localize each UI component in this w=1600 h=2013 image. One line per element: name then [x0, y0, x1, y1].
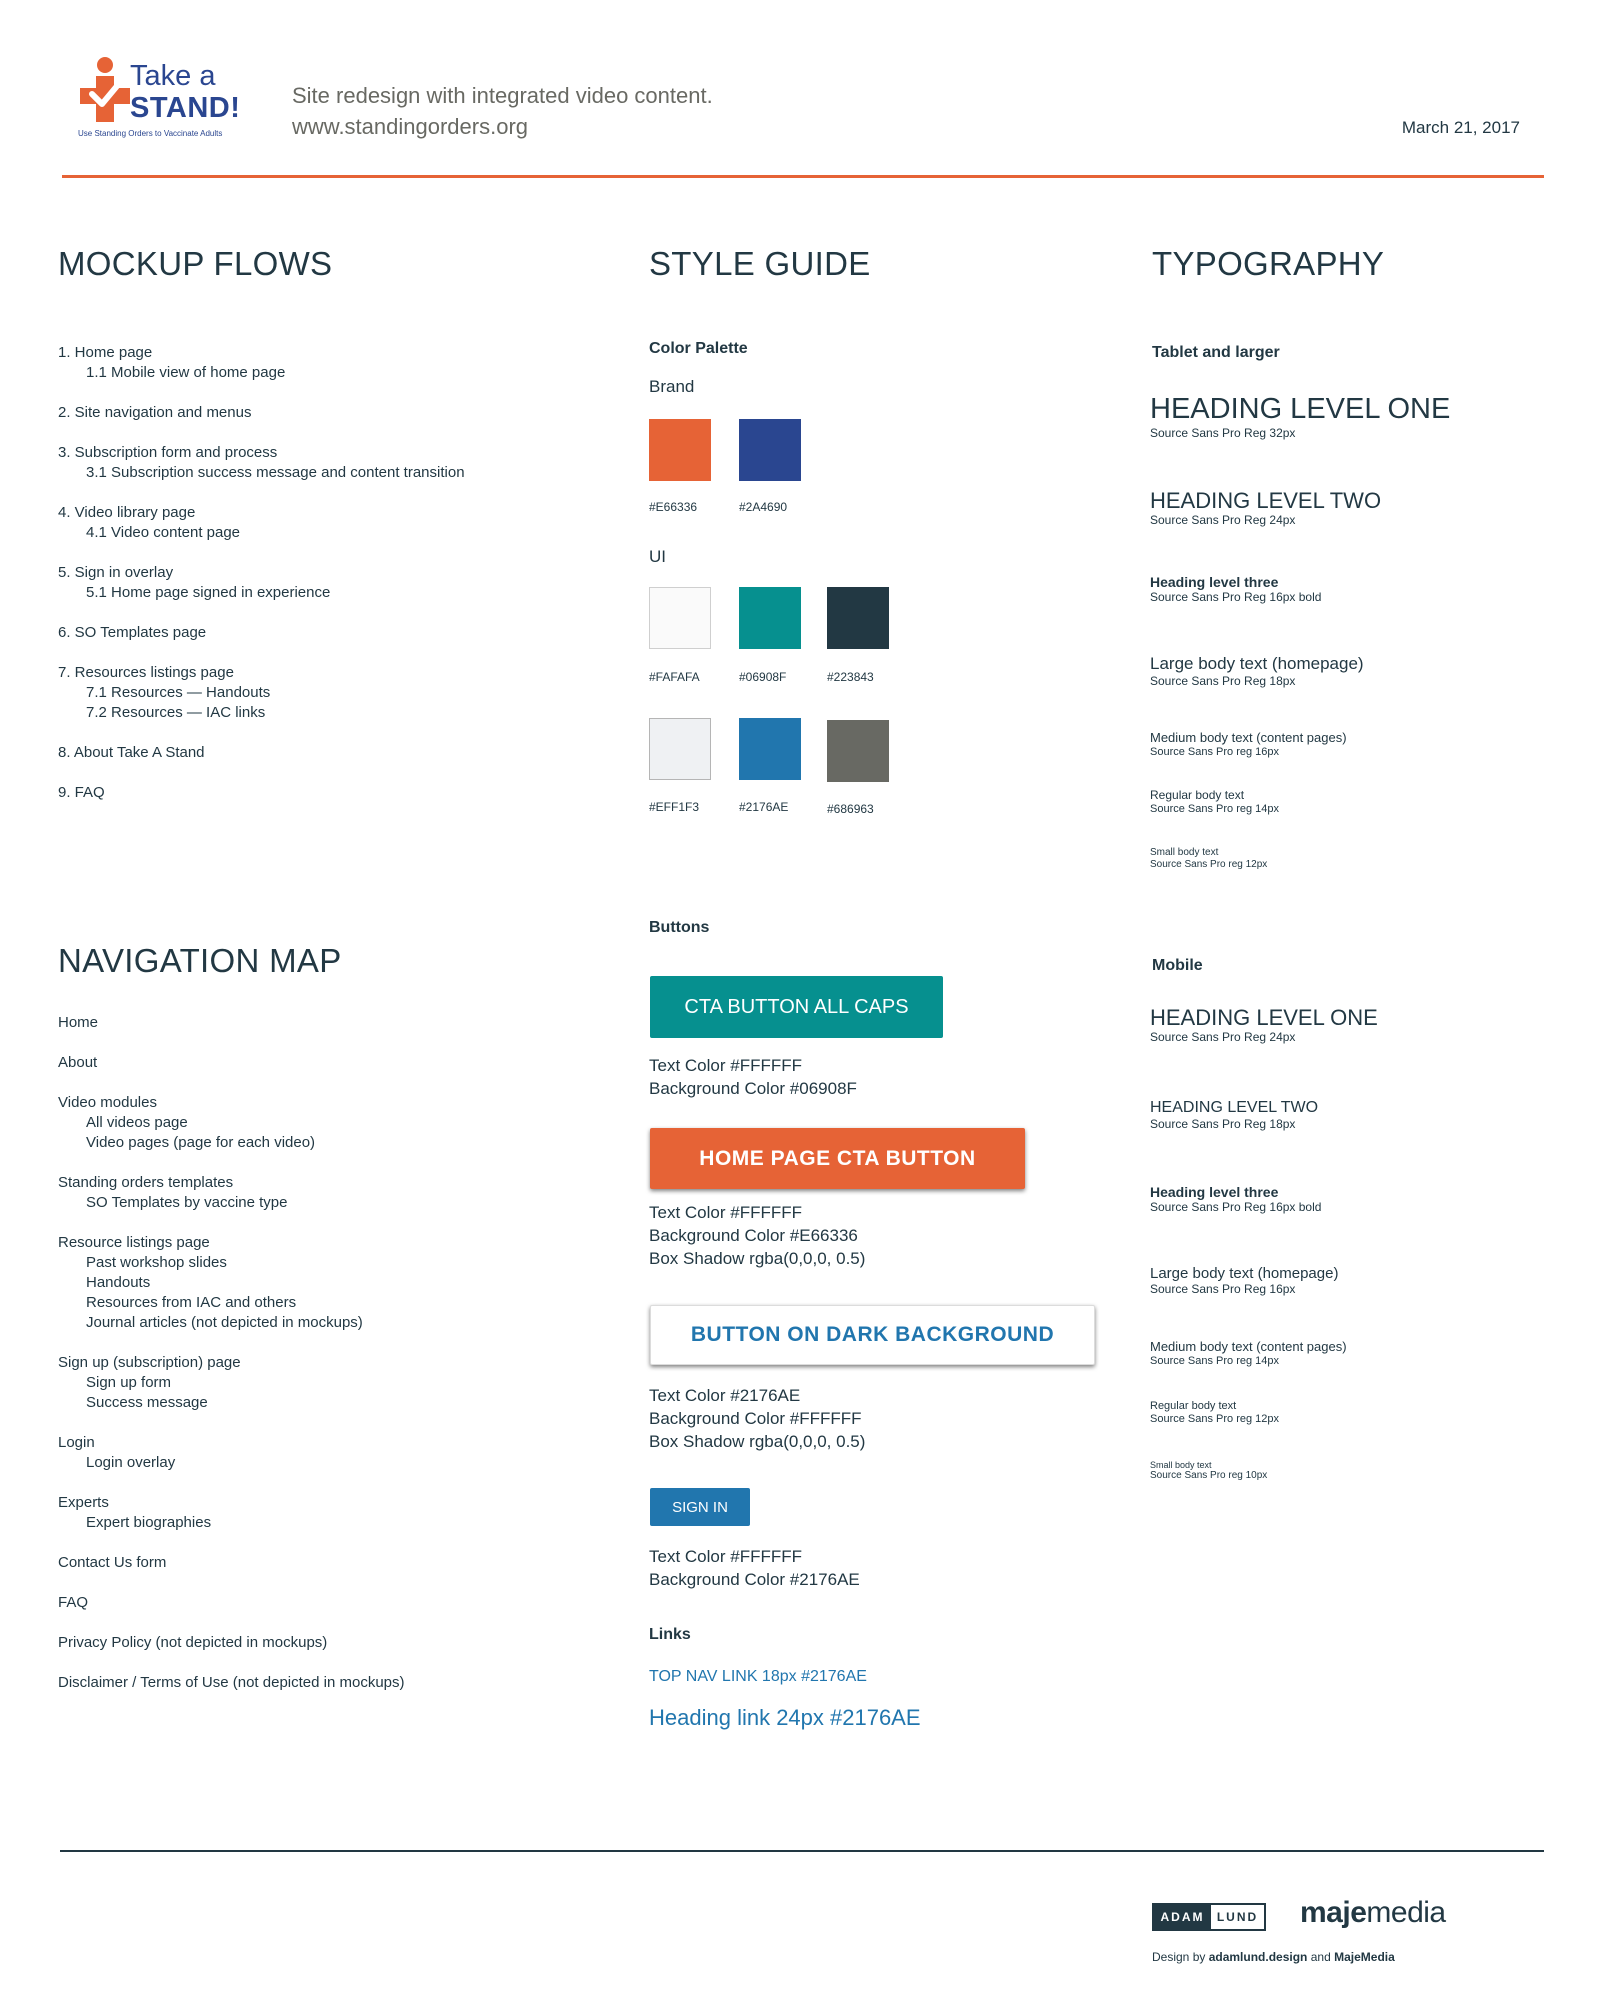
color-swatch-223843 — [827, 587, 889, 649]
description-url: www.standingorders.org — [292, 114, 529, 139]
list-group — [58, 343, 578, 383]
color-palette-label: Color Palette — [649, 340, 748, 357]
list-item: Video modules — [58, 1094, 157, 1111]
type-sample-spec: Source Sans Pro Reg 24px — [1150, 1030, 1296, 1045]
list-item: 6. SO Templates page — [58, 624, 207, 641]
list-item: FAQ — [58, 1594, 89, 1611]
type-sample-spec: Source Sans Pro Reg 18px — [1150, 1117, 1296, 1132]
spec-line: Background Color #E66336 — [649, 1226, 858, 1245]
spec-line: Text Color #FFFFFF — [649, 1056, 803, 1075]
mockup-flows-list — [58, 343, 578, 823]
description-line-1: Site redesign with integrated video content. — [292, 83, 713, 108]
spec-line: Background Color #2176AE — [649, 1570, 860, 1589]
spec-line: Text Color #FFFFFF — [649, 1203, 803, 1222]
type-sample-spec: Source Sans Pro Reg 24px — [1150, 513, 1296, 528]
type-sample — [1150, 1400, 1279, 1425]
type-sample-spec: Source Sans Pro reg 14px — [1150, 802, 1280, 815]
hex-label: #E66336 — [649, 500, 698, 514]
type-sample-name: Heading level three — [1150, 574, 1279, 590]
list-group — [58, 503, 578, 543]
type-sample-name: Small body text — [1150, 1460, 1212, 1470]
list-subitem: Sign up form — [86, 1374, 172, 1391]
list-item: 4. Video library page — [58, 504, 196, 521]
type-sample-name: HEADING LEVEL ONE — [1150, 1005, 1378, 1030]
type-sample-spec: Source Sans Pro Reg 16px — [1150, 1282, 1296, 1297]
type-sample-name: Regular body text — [1150, 788, 1245, 802]
header-description — [292, 80, 713, 142]
list-subitem: 7.2 Resources — IAC links — [86, 704, 266, 721]
hex-label: #2176AE — [739, 800, 789, 814]
list-group — [58, 743, 578, 763]
take-a-stand-logo[interactable] — [78, 56, 253, 146]
list-item: 9. FAQ — [58, 784, 105, 801]
list-group — [58, 1433, 578, 1473]
type-sample — [1150, 488, 1381, 527]
list-item: 7. Resources listings page — [58, 664, 234, 681]
list-item: 1. Home page — [58, 344, 153, 361]
list-subitem: Expert biographies — [86, 1514, 212, 1531]
mobile-label: Mobile — [1152, 957, 1203, 974]
color-swatch-2A4690 — [739, 419, 801, 481]
majemedia-logo-media: media — [1366, 1896, 1446, 1929]
color-swatch-FAFAFA — [649, 587, 711, 649]
list-group — [58, 1013, 578, 1033]
spec-line: Box Shadow rgba(0,0,0, 0.5) — [649, 1432, 866, 1451]
type-sample-spec: Source Sans Pro reg 16px — [1150, 745, 1280, 758]
list-group — [58, 1173, 578, 1213]
sign-in-button-sample[interactable]: SIGN IN — [650, 1488, 750, 1526]
credit-adamlund: adamlund.design — [1208, 1950, 1308, 1964]
credit-and: and — [1307, 1950, 1335, 1964]
list-item: Home — [58, 1014, 99, 1031]
ui-label: UI — [649, 547, 666, 566]
list-group — [58, 1353, 578, 1413]
type-sample-name: Heading level three — [1150, 1184, 1279, 1200]
type-sample-spec: Source Sans Pro reg 14px — [1150, 1354, 1280, 1367]
type-sample — [1150, 1460, 1267, 1481]
list-group — [58, 1053, 578, 1073]
majemedia-logo[interactable] — [1300, 1896, 1446, 1930]
type-sample-spec: Source Sans Pro reg 12px — [1150, 858, 1268, 870]
list-subitem: 1.1 Mobile view of home page — [86, 364, 286, 381]
design-credit — [1152, 1950, 1395, 1964]
list-group — [58, 1673, 578, 1693]
header-divider — [62, 175, 1544, 178]
list-subitem: Video pages (page for each video) — [86, 1134, 316, 1151]
brand-label: Brand — [649, 377, 695, 396]
credit-majemedia: MajeMedia — [1334, 1950, 1395, 1964]
links-label: Links — [649, 1626, 691, 1643]
color-swatch-686963 — [827, 720, 889, 782]
list-subitem: Success message — [86, 1394, 208, 1411]
type-sample-spec: Source Sans Pro Reg 16px bold — [1150, 590, 1322, 605]
credit-prefix: Design by — [1152, 1950, 1209, 1964]
hex-label: #FAFAFA — [649, 670, 700, 684]
typography-title: TYPOGRAPHY — [1152, 245, 1385, 282]
hex-label: #2A4690 — [739, 500, 788, 514]
list-subitem: 3.1 Subscription success message and content transition — [86, 464, 465, 481]
type-sample-name: Small body text — [1150, 847, 1219, 858]
hex-label: #06908F — [739, 670, 787, 684]
type-sample — [1150, 574, 1321, 604]
navigation-map-title: NAVIGATION MAP — [58, 942, 342, 979]
majemedia-logo-maje: maje — [1300, 1896, 1367, 1929]
list-subitem: Resources from IAC and others — [86, 1294, 297, 1311]
list-item: Standing orders templates — [58, 1174, 234, 1191]
spec-line: Text Color #2176AE — [649, 1386, 801, 1405]
list-group — [58, 1593, 578, 1613]
list-subitem: 5.1 Home page signed in experience — [86, 584, 331, 601]
home-page-cta-button-sample[interactable]: HOME PAGE CTA BUTTON — [650, 1128, 1025, 1189]
list-item: Experts — [58, 1494, 109, 1511]
list-subitem: Handouts — [86, 1274, 151, 1291]
list-item: About — [58, 1054, 98, 1071]
mockup-flows-title: MOCKUP FLOWS — [58, 245, 333, 282]
dark-bg-button-spec — [649, 1384, 865, 1453]
spec-line: Text Color #FFFFFF — [649, 1547, 803, 1566]
list-subitem: All videos page — [86, 1114, 188, 1131]
cta-button-spec — [649, 1054, 857, 1100]
list-group — [58, 1633, 578, 1653]
list-group — [58, 1553, 578, 1573]
heading-link-sample[interactable]: Heading link 24px #2176AE — [649, 1705, 921, 1730]
type-sample — [1150, 789, 1279, 815]
list-group — [58, 783, 578, 803]
list-group — [58, 1093, 578, 1153]
type-sample-name: Large body text (homepage) — [1150, 1265, 1339, 1282]
type-sample-spec: Source Sans Pro reg 10px — [1150, 1470, 1268, 1482]
hex-label: #686963 — [827, 802, 874, 816]
list-group — [58, 623, 578, 643]
type-sample — [1150, 731, 1347, 758]
cta-button-sample[interactable]: CTA BUTTON ALL CAPS — [650, 976, 943, 1038]
list-group — [58, 663, 578, 723]
style-guide-title: STYLE GUIDE — [649, 245, 871, 282]
list-item: 8. About Take A Stand — [58, 744, 205, 761]
list-item: 5. Sign in overlay — [58, 564, 174, 581]
list-subitem: Journal articles (not depicted in mockups) — [86, 1314, 363, 1331]
type-sample — [1150, 1265, 1338, 1296]
list-item: 2. Site navigation and menus — [58, 404, 252, 421]
type-sample-spec: Source Sans Pro Reg 32px — [1150, 426, 1296, 441]
type-sample-spec: Source Sans Pro Reg 18px — [1150, 673, 1296, 688]
type-sample-spec: Source Sans Pro Reg 16px bold — [1150, 1200, 1322, 1215]
list-group — [58, 1233, 578, 1333]
tablet-label: Tablet and larger — [1152, 344, 1280, 361]
list-subitem: 4.1 Video content page — [86, 524, 241, 541]
type-sample-name: Regular body text — [1150, 1400, 1237, 1412]
home-cta-button-spec — [649, 1201, 865, 1270]
hex-label: #223843 — [827, 670, 874, 684]
list-group — [58, 403, 578, 423]
list-item: Sign up (subscription) page — [58, 1354, 241, 1371]
list-item: 3. Subscription form and process — [58, 444, 278, 461]
list-item: Privacy Policy (not depicted in mockups) — [58, 1634, 328, 1651]
type-sample-name: Large body text (homepage) — [1150, 654, 1364, 673]
adam-lund-logo-lund: LUND — [1216, 1910, 1259, 1924]
color-swatch-06908F — [739, 587, 801, 649]
list-item: Login — [58, 1434, 95, 1451]
list-group — [58, 1493, 578, 1533]
header-date: March 21, 2017 — [1401, 118, 1520, 137]
list-item: Resource listings page — [58, 1234, 210, 1251]
list-subitem: Past workshop slides — [86, 1254, 227, 1271]
top-nav-link-sample[interactable]: TOP NAV LINK 18px #2176AE — [649, 1668, 867, 1685]
spec-line: Box Shadow rgba(0,0,0, 0.5) — [649, 1249, 866, 1268]
type-sample-name: Medium body text (content pages) — [1150, 730, 1347, 745]
type-sample — [1150, 1340, 1347, 1367]
color-swatch-E66336 — [649, 419, 711, 481]
spec-line: Background Color #06908F — [649, 1079, 857, 1098]
type-sample-name: HEADING LEVEL ONE — [1150, 393, 1451, 425]
list-group — [58, 443, 578, 483]
navigation-map-list — [58, 1013, 578, 1713]
spec-line: Background Color #FFFFFF — [649, 1409, 862, 1428]
list-subitem: 7.1 Resources — Handouts — [86, 684, 271, 701]
list-item: Disclaimer / Terms of Use (not depicted in mockups) — [58, 1674, 405, 1691]
type-sample-name: Medium body text (content pages) — [1150, 1339, 1347, 1354]
button-on-dark-background-sample[interactable]: BUTTON ON DARK BACKGROUND — [650, 1305, 1095, 1365]
list-subitem: SO Templates by vaccine type — [86, 1194, 288, 1211]
type-sample — [1150, 1005, 1378, 1044]
hex-label: #EFF1F3 — [649, 800, 700, 814]
type-sample — [1150, 1099, 1318, 1131]
type-sample-spec: Source Sans Pro reg 12px — [1150, 1412, 1280, 1425]
type-sample — [1150, 393, 1450, 440]
list-item: Contact Us form — [58, 1554, 167, 1571]
footer-divider — [60, 1850, 1544, 1852]
logo-text-stand: STAND! — [130, 92, 241, 124]
type-sample — [1150, 847, 1267, 870]
color-swatch-2176AE — [739, 718, 801, 780]
type-sample — [1150, 654, 1364, 688]
color-swatch-EFF1F3 — [649, 718, 711, 780]
type-sample-name: HEADING LEVEL TWO — [1150, 488, 1382, 513]
list-group — [58, 563, 578, 603]
adam-lund-logo-adam: ADAM — [1154, 1905, 1211, 1929]
logo-text-take: Take a — [130, 60, 216, 92]
logo-tagline: Use Standing Orders to Vaccinate Adults — [78, 129, 223, 138]
list-subitem: Login overlay — [86, 1454, 176, 1471]
adam-lund-logo[interactable] — [1152, 1903, 1266, 1931]
type-sample-name: HEADING LEVEL TWO — [1150, 1099, 1319, 1116]
buttons-label: Buttons — [649, 919, 710, 936]
person-check-icon — [78, 56, 132, 122]
type-sample — [1150, 1184, 1321, 1214]
sign-in-button-spec — [649, 1545, 860, 1591]
